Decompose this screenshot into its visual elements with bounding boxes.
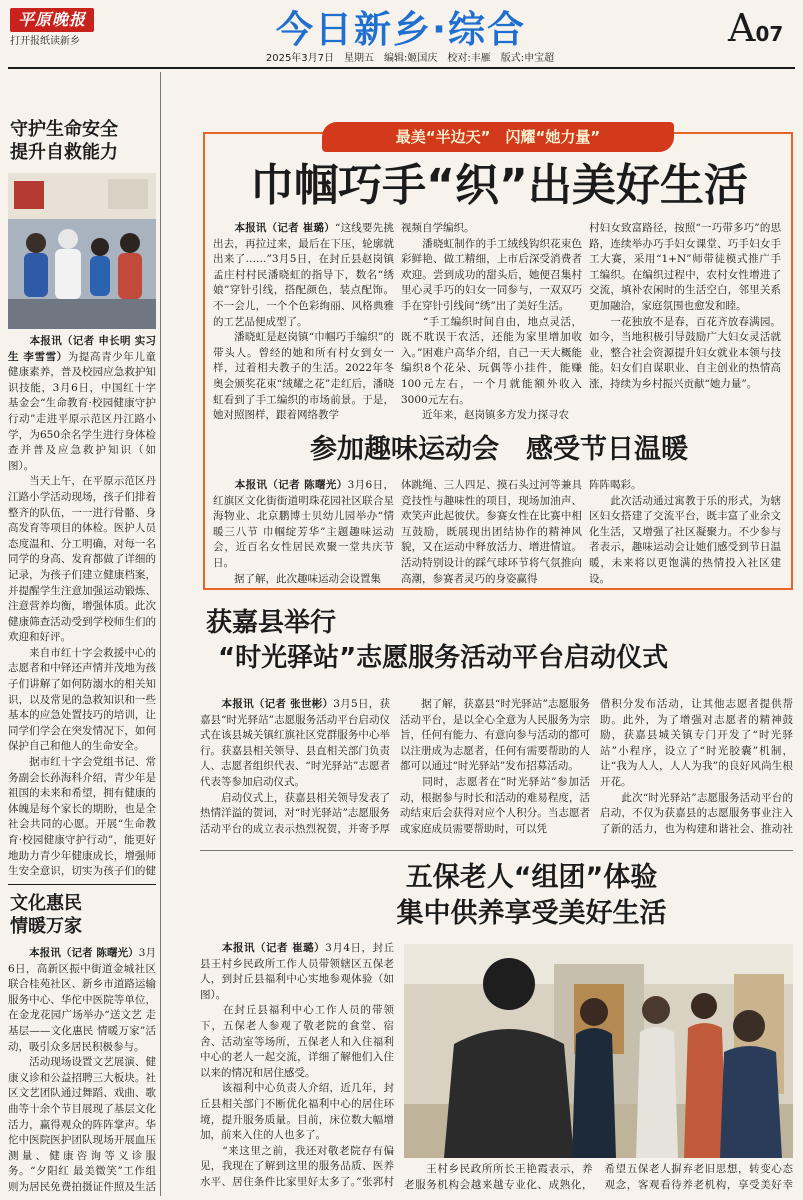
brand-slogan: 打开报纸读新乡 bbox=[10, 36, 80, 47]
left1-title-line2: 提升自救能力 bbox=[10, 142, 118, 163]
sports-col2: 体跳绳、三人四足、摸石头过河等兼具竞技性与趣味性的项目，现场加油声、欢笑声此起彼伏。参赛女性在比赛中相互鼓励，既展现出团结协作的精神风貌，又在运动中释放活力、增进情谊。活动特别设计的踩气球环节将气氛推向高潮，参赛者灵巧的身姿赢得 bbox=[401, 479, 582, 585]
left-column bbox=[8, 72, 156, 1194]
elderly-headline bbox=[200, 860, 793, 932]
left2-title-line1: 文化惠民 bbox=[10, 893, 82, 914]
feature-col2: 视频自学编织。 潘晓虹制作的手工绒线钩织花束色彩鲜艳、做工精细，上市后深受消费者欢迎。尝到成功的甜头后，她便召集村里心灵手巧的妇女一同参与，一双双巧手在穿针引线间“绣”出了美好生活。 “手工编织时间自由，地点灵活，既不耽误干农活，还能为家里增加收入。”困难户高华介绍，自己一天大概能编织8个花朵、玩偶等小挂件，能赚100元左右，一个月就能额外收入3000元左右。 近年来，赵岗镇多方发力探寻农 bbox=[401, 222, 582, 422]
feature-byline: 本报讯（记者 崔璐） bbox=[213, 222, 335, 234]
volunteer-headline-line1: 获嘉县举行 bbox=[206, 608, 337, 638]
elderly-photo bbox=[404, 944, 793, 1158]
feature-headline: 巾帼巧手“织”出美好生活 bbox=[250, 160, 748, 211]
volunteer-col1 bbox=[200, 697, 390, 837]
volunteer-col1-body: 3月5日，获嘉县“时光驿站”志愿服务活动平台启动仪式在该县城关镇红旗社区党群服务中心举行。获嘉县相关领导、县直相关部门负责人、志愿者组织代表、“时光驿站”志愿者代表等参加启动仪式。 启动仪式上，获嘉县相关领导发表了热情洋溢的贺词，对“时光驿站”志愿服务活动平台的成立表示热烈祝贺，并寄予厚 bbox=[200, 698, 390, 835]
feature-banner bbox=[322, 122, 674, 152]
volunteer-headline bbox=[206, 606, 796, 676]
elderly-headline-line1: 五保老人“组团”体验 bbox=[405, 862, 658, 893]
left2-title-line2: 情暖万家 bbox=[10, 916, 82, 937]
elderly-body: 3月4日，封丘县王村乡民政所工作人员带领辖区五保老人，到封丘县福利中心实地参观体验（如图）。 在封丘县福利中心工作人员的带领下，五保老人参观了敬老院的食堂、宿舍、活动室等场所，五保老人和入住福利中心的老人一起交流，详细了解他们入住以来的情况和居住感受。 该福利中心负责人介绍，近几年，封丘县相关部门不断优化福利中心的居住环境，提升服务质量。目前，床位数大幅增加，前来入住的人也多了。 “来这里之前，我还对敬老院存有偏见，我现在了解到这里的服务品质、医养水平、居住条件比家里好太多了。”张郛村 bbox=[200, 942, 394, 1188]
sports-headline: 参加趣味运动会 感受节日温暖 bbox=[310, 434, 688, 465]
volunteer-divider bbox=[200, 850, 793, 851]
left1-body: 为提高青少年儿童健康素养，普及校园应急救护知识技能，3月6日，中国红十字基金会“生命教育·校园健康守护行动”走进平原示范区丹江路小学，为650余名学生进行身体检查并普及应急救护知识（如图）。 当天上午，在平原示范区丹江路小学活动现场，孩子们排着整齐的队伍，一一进行骨骼、身高发育等项目的体检。医护人员态度温和、分工明确，对每一名同学的身高、发育都做了详细的记录，为孩子们建立健康档案，并提醒学生注意加强运动锻炼、注意营养均衡，增强体质。此次健康筛查活动受到学校师生们的欢迎和好评。 来自市红十字会救援中心的志愿者和中铎还声情并茂地为孩子们讲解了如何防溺水的相关知识，以及常见的急救知识和一些基本的应急处置技巧的培训，让同学们学会在突发情况下，如何保护自己和他人的生命安全。 据市红十字会党组书记、常务副会长孙海科介绍，青少年是祖国的未来和希望，拥有健康的体魄是每个家长的期盼，也是全社会共同的心愿。开展“生命教育·校园健康守护行动”，能更好地助力青少年健康成长，增强师生安全意识，切实为孩子们的健 bbox=[8, 350, 156, 878]
sports-col1 bbox=[213, 478, 394, 586]
feature-col3: 村妇女致富路径，按照“一巧带多巧”的思路，连续举办巧手妇女课堂、巧手妇女手工大赛，采用“1+N”师带徒模式推广手工编织。在编织过程中，农村女性增进了交流，填补农闲时的生活空白，邻里关系更加融洽，家庭氛围也愈发和睦。 一花独放不是春，百花齐放春满园。如今，当地积极引导鼓励广大妇女灵活就业，整合社会资源提升妇女就业本领与技能。妇女们自谋职业、自主创业的热情高涨，持续为乡村振兴贡献“她力量”。 bbox=[589, 222, 781, 390]
left1-title bbox=[10, 118, 156, 164]
dateline: 2025年3月7日 星期五 编辑:姬国庆 校对:丰雁 版式:申宝超 bbox=[265, 53, 555, 64]
volunteer-headline-line2: “时光驿站”志愿服务活动平台启动仪式 bbox=[218, 643, 669, 673]
column-divider bbox=[160, 72, 161, 1196]
page-marker bbox=[728, 6, 798, 50]
left1-article bbox=[8, 334, 156, 878]
left1-byline: 本报讯（记者 申长明 实习生 李雪雪） bbox=[8, 335, 156, 363]
masthead bbox=[0, 0, 803, 66]
sports-col3: 阵阵喝彩。 此次活动通过寓教于乐的形式，为辖区妇女搭建了交流平台，既丰富了业余文化生活，又增强了社区凝聚力。不少参与者表示，趣味运动会让她们感受到节日温暖，未来将以更饱满的热情投入社区建设。 bbox=[589, 479, 781, 585]
left1-title-line1: 守护生命安全 bbox=[10, 119, 118, 140]
elderly-headline-line2: 集中供养享受美好生活 bbox=[396, 898, 667, 929]
elderly-byline: 本报讯（记者 崔璐） bbox=[200, 942, 326, 954]
left-divider bbox=[8, 884, 156, 885]
feature-banner-text: 最美“半边天” 闪耀“她力量” bbox=[395, 128, 601, 146]
feature-col1-body: “这线要先挑出去，再拉过来，最后在下压，轮廓就出来了……”3月5日，在封丘县赵岗镇孟庄村村民潘晓虹的指导下，数名“绣娘”穿针引线，搭配颜色，装点配饰。不一会儿，一个个色彩绚丽、风格典雅的工艺品便成型了。 潘晓虹是赵岗镇“巾帼巧手编织”的带头人。曾经的她和所有村女到女一样，过着相夫教子的生活。2022年冬奥会颁奖花束“绒耀之花”走红后，潘晓虹看到了手工编织的市场前景。于是，她对照图样，跟着网络教学 bbox=[213, 222, 394, 422]
feature-col1 bbox=[213, 221, 394, 431]
volunteer-col2: 据了解，获嘉县“时光驿站”志愿服务活动平台，是以全心全意为人民服务为宗旨，任何有能力、有意向参与活动的都可以注册成为志愿者，任何有需要帮助的人都可以通过“时光驿站”发布招募活动。 同时，志愿者在“时光驿站”参加活动，根据参与时长和活动的难易程度，活动结束后会获得对应个人积分。当志愿者或家庭成员需要帮助时，可以凭 bbox=[400, 698, 590, 835]
left2-body: 3月6日，高新区振中街道金城社区联合桂苑社区、新乡市道路运输服务中心、华佗中医院等单位，在金龙花园广场举办“送文艺 走基层——文化惠民 情暖万家”活动，吸引众多居民积极参与。 活动现场设置文艺展演、健康义诊和公益招聘三大板块。社区文艺团队通过舞蹈、戏曲、歌曲等十余个节目展现了基层文化活力，赢得观众的阵阵掌声。华佗中医院医护团队现场开展血压测量、健康咨询等义诊服务。“夕阳红 最美微笑”工作组则为居民免费拍摄证件照及生活 bbox=[8, 947, 156, 1192]
elderly-article bbox=[200, 941, 394, 1191]
sports-byline: 本报讯（记者 陈曙光） bbox=[213, 479, 348, 491]
section-title: 今日新乡·综合 bbox=[275, 8, 527, 51]
left2-title bbox=[10, 892, 156, 938]
page-number: 07 bbox=[755, 22, 784, 46]
volunteer-byline: 本报讯（记者 张世彬） bbox=[200, 698, 334, 710]
masthead-rule bbox=[8, 67, 795, 69]
left1-photo bbox=[8, 173, 156, 329]
left2-article bbox=[8, 946, 156, 1192]
brand-logo bbox=[10, 8, 94, 32]
page-letter: A bbox=[728, 6, 756, 50]
volunteer-col3: 借积分发布活动，让其他志愿者提供帮助。此外，为了增强对志愿者的精神鼓励，获嘉县城关镇专门开发了“时光驿站”小程序，设立了“时光胶囊”机制，让“我为人人，人人为我”的良好风尚生根开花。 此次“时光驿站”志愿服务活动平台的启动，不仅为获嘉县的志愿服务事业注入了新的活力，也为构建和谐社会、推动社 bbox=[600, 698, 793, 835]
brand-name: 平原晚报 bbox=[17, 10, 86, 29]
sports-col1-body: 3月6日，红旗区文化街街道明珠花园社区联合星海物业、北京鹏博士贝幼儿园举办“情暖三八节 巾帼绽芳华”主题趣味运动会，近百名女性居民欢聚一堂共庆节日。 据了解，此次趣味运动会设置集 bbox=[213, 479, 394, 585]
elderly-caption: 王村乡民政所所长王艳霞表示，养老服务机构会越来越专业化、成熟化，希望五保老人摒弃老旧思想，转变心态观念，客观看待养老机构，享受美好幸 bbox=[404, 1163, 793, 1191]
left2-byline: 本报讯（记者 陈曙光） bbox=[8, 947, 139, 959]
